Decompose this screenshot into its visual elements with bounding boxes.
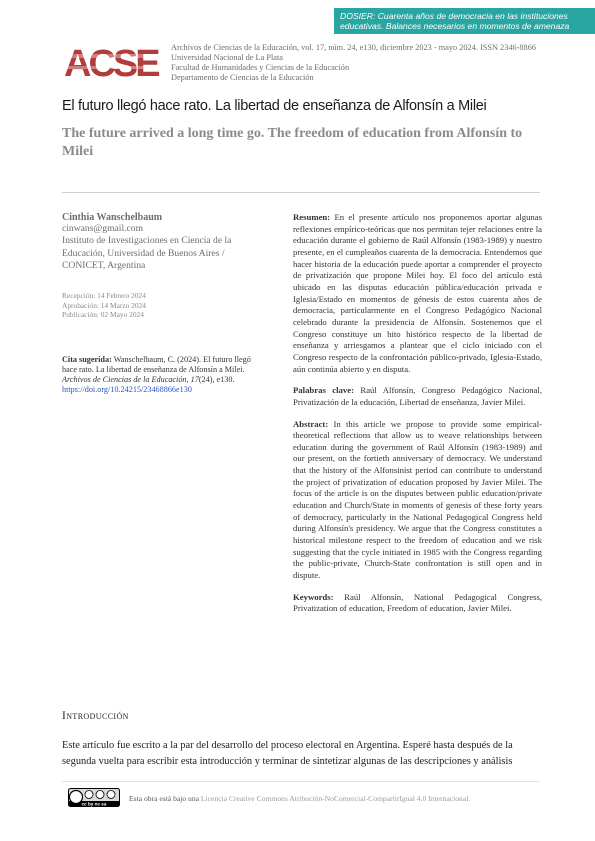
cc-license-badge[interactable] [68,788,120,807]
citation-label: Cita sugerida: [62,354,112,364]
by-icon [85,791,93,799]
sa-icon [107,791,115,799]
article-dates [62,291,258,320]
journal-department: Departamento de Ciencias de la Educación [171,73,314,82]
nc-icon [96,791,104,799]
keywords-en-text: Raúl Alfonsín, National Pedagogical Congress, Privatization of education, Freedom of education, Javier Milei. [293,591,543,614]
journal-logo-text: ACSE [64,43,158,85]
article-title-en: The future arrived a long time go. The freedom of education from Alfonsín to Milei [62,126,523,159]
journal-citation-line: Archivos de Ciencias de la Educación, vol. 17, núm. 24, e130, diciembre 2023 - mayo 2024. ISSN 2346-8866 [171,43,536,52]
keywords-en [293,592,542,615]
banner-line-2: educativas. Balances necesarios en momentos de amenaza [340,21,570,31]
abstract-en-label: Abstract: [293,418,329,429]
cc-icon [70,791,83,804]
article-title-es: El futuro llegó hace rato. La libertad de enseñanza de Alfonsín a Milei [62,98,487,114]
author-affiliation: Instituto de Investigaciones en Ciencia de la Educación, Universidad de Buenos Aires / CONICET, Argentina [62,235,232,271]
abstract-en [293,419,542,582]
keywords-es-label: Palabras clave: [293,385,354,396]
keywords-en-label: Keywords: [293,591,334,602]
license-prefix: Esta obra está bajo una [129,794,200,803]
banner-line-1: DOSIER: Cuarenta años de democracia en las instituciones [340,11,568,21]
dossier-banner [334,8,595,34]
keywords-es-text: Raúl Alfonsín, Congreso Pedagógico Nacional, Privatización de la educación, Libertad de enseñanza, Javier Milei. [293,385,543,407]
citation-issue: (24), e130. [198,374,235,384]
keywords-es [293,385,542,408]
license-link[interactable]: Licencia Creative Commons Atribución-NoComercial-CompartirIgual 4.0 Internacional. [200,794,471,803]
citation-doi-link[interactable]: https://doi.org/10.24215/23468866e130 [62,384,192,394]
section-heading: Introducción [62,710,129,722]
date-published: Publicación: 02 Mayo 2024 [62,310,144,320]
journal-faculty: Facultad de Humanidades y Ciencias de la Educación [171,63,350,72]
suggested-citation [62,355,258,395]
abstract-column [293,212,542,625]
date-approved: Aprobación: 14 Marzo 2024 [62,300,146,310]
footer-divider [62,781,540,782]
journal-meta [171,43,591,83]
abstract-es-label: Resumen: [293,212,331,222]
journal-logo [62,40,160,86]
intro-paragraph: Este artículo fue escrito a la par del desarrollo del proceso electoral en Argentina. Esperé hasta después de la segunda vuelta para escribir esta introducción y terminar de sintetizar algunas de las descripciones y análisis [62,740,513,767]
journal-university: Universidad Nacional de La Plata [171,53,283,62]
author-name: Cinthia Wanschelbaum [62,212,163,223]
cc-badge-text: cc by nc sa [81,801,107,807]
license-note [129,794,470,803]
author-column [62,212,258,395]
date-received: Recepción: 14 Febrero 2024 [62,291,146,301]
header-divider [62,192,540,193]
author-email[interactable]: cinwans@gmail.com [62,223,144,234]
citation-journal: Archivos de Ciencias de la Educación, 17 [62,374,199,384]
abstract-es-text: En el presente artículo nos proponemos aportar algunas reflexiones empírico-teóricas que nos permitan tejer relaciones entre la educación durante el gobierno de Raúl Alfonsín (1983-1989) y nuestro presente, en el cumpleaños cuarenta de la democracia. Entendemos que hacer historia de la educación puede aportar a comprender el proyecto de privatización que propone Milei hoy. El foco del artículo está ubicado en las disputas educación pública/educación privada e Iglesia/Estado en momentos de génesis de estos cuarenta años de democracia, particularmente en el Congreso Pedagógico Nacional celebrado durante la presidencia de Alfonsín. Sostenemos que el Congreso constituye un hito histórico respecto de la libertad de enseñanza y arriesgamos a plantear que el ciclo iniciado con el Congreso respecto de la confrontación público-privado, Iglesia-Estado, aún continúa abierto y en disputa. [293,212,543,374]
citation-text: Wanschelbaum, C. (2024). El futuro llegó hace rato. La libertad de enseñanza de Alfonsín a Milei. [62,354,251,374]
abstract-en-text: In this article we propose to provide some empirical-theoretical reflections that allow us to weave relationships between education during the government of Raúl Alfonsín (1983-1989) and our present, on the fortieth anniversary of democracy. We understand that the history of the Alfonsinist period can contribute to understand the project of privatization of education proposed by Javier Milei. The focus of the article is on the disputes between public education/private education and Church/State in moments of genesis of these forty years of democracy, particularly in the National Pedagogical Congress held during Alfonsín's presidency. We argue that the Congress constitutes a historical milestone respect to the freedom of education and we risk suggesting that the cycle initiated in 1985 with the Congress regarding the public-private, Church-State confrontation is still open and in dispute. [293,418,542,581]
abstract-es [293,212,542,375]
